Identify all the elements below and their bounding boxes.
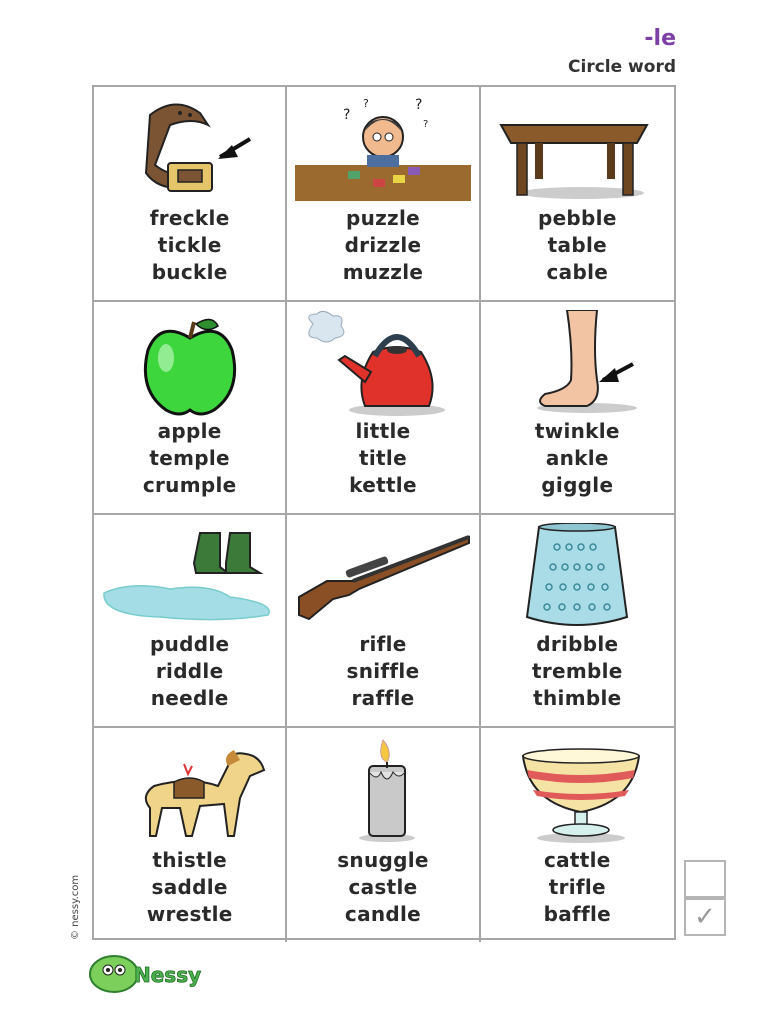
word-option[interactable]: baffle bbox=[543, 902, 612, 926]
word-card bbox=[481, 515, 674, 728]
word-card bbox=[287, 302, 480, 515]
word-option[interactable]: apple bbox=[157, 419, 222, 443]
word-option[interactable]: wrestle bbox=[146, 902, 233, 926]
word-option[interactable]: drizzle bbox=[344, 233, 422, 257]
puzzled-boy-icon bbox=[287, 95, 478, 205]
word-option[interactable]: saddle bbox=[151, 875, 228, 899]
word-grid bbox=[92, 85, 676, 940]
word-option[interactable]: ankle bbox=[545, 446, 609, 470]
word-card bbox=[94, 515, 287, 728]
word-card bbox=[481, 728, 674, 942]
table-icon bbox=[481, 95, 674, 205]
word-option[interactable]: trifle bbox=[548, 875, 606, 899]
word-card bbox=[94, 728, 287, 942]
thimble-icon bbox=[481, 523, 674, 633]
word-option[interactable]: needle bbox=[150, 686, 229, 710]
word-card bbox=[94, 302, 287, 515]
word-option[interactable]: puddle bbox=[149, 632, 230, 656]
ankle-icon bbox=[481, 310, 674, 420]
trifle-bowl-icon bbox=[481, 736, 674, 846]
rifle-icon bbox=[287, 523, 478, 633]
word-option[interactable]: pebble bbox=[537, 206, 617, 230]
svg-text:?: ? bbox=[414, 97, 423, 113]
word-option[interactable]: title bbox=[359, 446, 407, 470]
word-option[interactable]: snuggle bbox=[337, 848, 429, 872]
word-option[interactable]: dribble bbox=[536, 632, 619, 656]
word-card bbox=[481, 302, 674, 515]
puddle-boots-icon bbox=[94, 523, 285, 633]
word-option[interactable]: castle bbox=[348, 875, 418, 899]
svg-text:?: ? bbox=[422, 119, 429, 130]
word-card bbox=[287, 515, 480, 728]
word-option[interactable]: table bbox=[547, 233, 607, 257]
checkmark-icon: ✓ bbox=[694, 902, 716, 932]
word-card bbox=[287, 87, 480, 302]
word-option[interactable]: crumple bbox=[142, 473, 237, 497]
svg-text:?: ? bbox=[342, 107, 351, 123]
candle-icon bbox=[287, 736, 478, 846]
horse-saddle-icon bbox=[94, 736, 285, 846]
copyright-text: © nessy.com bbox=[70, 874, 81, 940]
svg-text:?: ? bbox=[362, 97, 369, 110]
word-option[interactable]: puzzle bbox=[345, 206, 421, 230]
apple-icon bbox=[94, 310, 285, 420]
word-card bbox=[287, 728, 480, 942]
word-card bbox=[481, 87, 674, 302]
nessy-logo bbox=[84, 952, 204, 994]
logo-text: Nessy bbox=[134, 963, 202, 987]
belt-buckle-icon bbox=[94, 95, 285, 205]
instruction-text: Circle word bbox=[568, 57, 676, 77]
word-option[interactable]: muzzle bbox=[342, 260, 424, 284]
word-option[interactable]: temple bbox=[149, 446, 230, 470]
word-option[interactable]: little bbox=[355, 419, 411, 443]
word-option[interactable]: thimble bbox=[533, 686, 622, 710]
checkmark-box[interactable] bbox=[684, 898, 726, 936]
word-option[interactable]: cable bbox=[546, 260, 609, 284]
word-option[interactable]: sniffle bbox=[346, 659, 420, 683]
word-option[interactable]: cattle bbox=[543, 848, 611, 872]
word-option[interactable]: candle bbox=[344, 902, 422, 926]
word-option[interactable]: kettle bbox=[349, 473, 417, 497]
word-option[interactable]: thistle bbox=[152, 848, 227, 872]
word-option[interactable]: buckle bbox=[151, 260, 228, 284]
score-box[interactable] bbox=[684, 860, 726, 898]
word-option[interactable]: freckle bbox=[149, 206, 230, 230]
word-option[interactable]: giggle bbox=[541, 473, 614, 497]
word-option[interactable]: twinkle bbox=[534, 419, 620, 443]
lesson-suffix: -le bbox=[644, 26, 676, 51]
word-option[interactable]: tickle bbox=[157, 233, 222, 257]
word-option[interactable]: rifle bbox=[359, 632, 407, 656]
word-card bbox=[94, 87, 287, 302]
word-option[interactable]: riddle bbox=[155, 659, 224, 683]
word-option[interactable]: tremble bbox=[531, 659, 623, 683]
kettle-icon bbox=[287, 310, 478, 420]
word-option[interactable]: raffle bbox=[351, 686, 415, 710]
